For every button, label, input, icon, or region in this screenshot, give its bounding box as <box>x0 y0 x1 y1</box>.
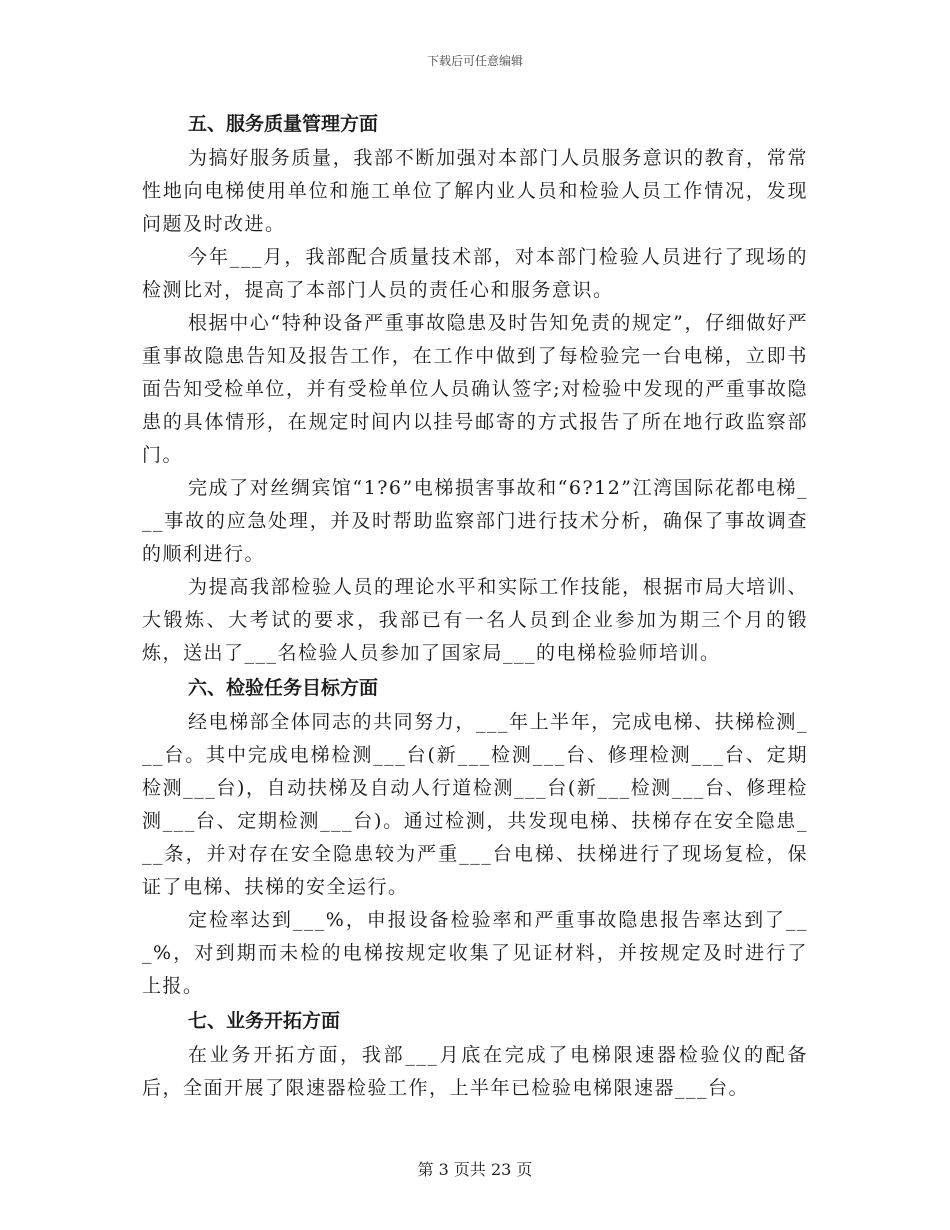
paragraph: 完成了对丝绸宾馆“1?6”电梯损害事故和“6?12”江湾国际花都电梯___事故的应急处理，并及时帮助监察部门进行技术分析，确保了事故调查的顺利进行。 <box>142 477 808 565</box>
section-business-expansion <box>142 1005 808 1105</box>
page-header-note: 下载后可任意编辑 <box>426 54 523 68</box>
section-heading: 七、业务开拓方面 <box>188 1010 341 1032</box>
section-service-quality <box>142 108 808 670</box>
paragraph: 今年___月，我部配合质量技术部，对本部门检验人员进行了现场的检测比对，提高了本部门人员的责任心和服务意识。 <box>142 246 808 301</box>
paragraph: 经电梯部全体同志的共同努力，___年上半年，完成电梯、扶梯检测___台。其中完成电梯检测___台(新___检测___台、修理检测___台、定期检测___台)，自动扶梯及自动人行道检测___台(新___检测___台、修理检测___台、定期检测___台)。通过检测，共发现电梯、扶梯存在安全隐患___条，并对存在安全隐患较为严重___台电梯、扶梯进行了现场复检，保证了电梯、扶梯的安全运行。 <box>142 711 808 898</box>
section-heading: 六、检验任务目标方面 <box>188 677 379 699</box>
paragraph: 定检率达到___%，申报设备检验率和严重事故隐患报告率达到了___%，对到期而未检的电梯按规定收集了见证材料，并按规定及时进行了上报。 <box>142 909 808 997</box>
paragraph: 在业务开拓方面，我部___月底在完成了电梯限速器检验仪的配备后，全面开展了限速器检验工作，上半年已检验电梯限速器___台。 <box>142 1044 808 1099</box>
section-heading: 五、服务质量管理方面 <box>188 113 379 135</box>
section-inspection-targets <box>142 672 808 1003</box>
document-body <box>142 106 808 1105</box>
paragraph: 为搞好服务质量，我部不断加强对本部门人员服务意识的教育，常常性地向电梯使用单位和施工单位了解内业人员和检验人员工作情况，发现问题及时改进。 <box>142 147 808 235</box>
page-number: 第 3 页共 23 页 <box>417 1160 533 1179</box>
paragraph: 为提高我部检验人员的理论水平和实际工作技能，根据市局大培训、大锻炼、大考试的要求，我部已有一名人员到企业参加为期三个月的锻炼，送出了___名检验人员参加了国家局___的电梯检验师培训。 <box>142 576 808 664</box>
paragraph: 根据中心“特种设备严重事故隐患及时告知免责的规定”，仔细做好严重事故隐患告知及报告工作，在工作中做到了每检验完一台电梯，立即书面告知受检单位，并有受检单位人员确认签字;对检验中发现的严重事故隐患的具体情形，在规定时间内以挂号邮寄的方式报告了所在地行政监察部门。 <box>142 312 808 466</box>
